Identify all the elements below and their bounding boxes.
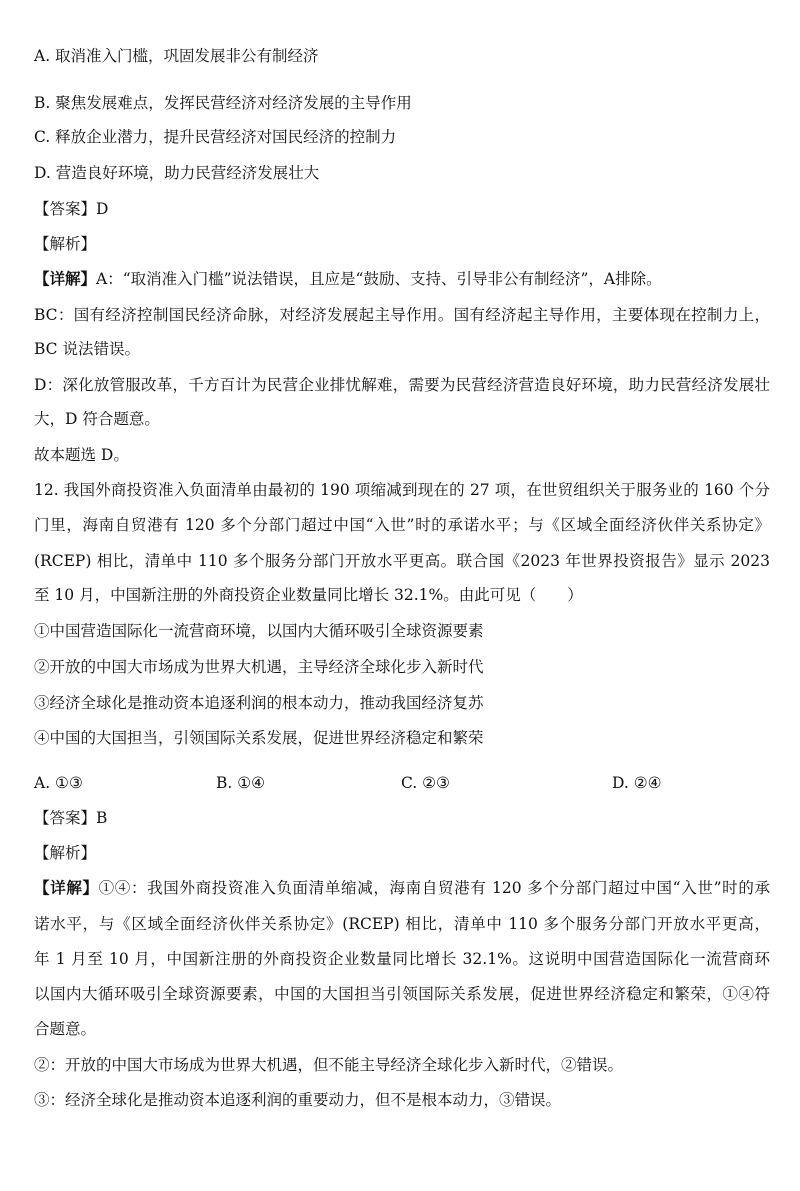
q12-statement-3: ③经济全球化是推动资本追逐利润的根本动力，推动我国经济复苏 xyxy=(34,694,484,712)
q11-option-a: A. 取消准入门槛，巩固发展非公有制经济 xyxy=(34,47,319,65)
q12-statement-4: ④中国的大国担当，引领国际关系发展，促进世界经济稳定和繁荣 xyxy=(34,729,484,747)
detail-label: 【详解】 xyxy=(34,269,97,288)
answer-label: 【答案】 xyxy=(34,200,97,218)
answer-value: B xyxy=(96,809,108,827)
q12-answer xyxy=(34,807,770,829)
q11-detail-bc-line2: BC 说法错误。 xyxy=(34,340,140,358)
q12-detail-14-line5: 合题意。 xyxy=(34,1020,97,1038)
q12-detail-14-line2: 诺水平，与《区域全面经济伙伴关系协定》(RCEP) 相比，清单中 110 多个服务分部门开放水平更高， xyxy=(34,915,770,933)
q11-conclusion: 故本题选 D。 xyxy=(34,446,129,464)
q12-analysis-label: 【解析】 xyxy=(34,844,97,862)
q12-detail-3: ③：经济全球化是推动资本追逐利润的重要动力，但不是根本动力，③错误。 xyxy=(34,1091,562,1109)
q12-detail-14-line4: 以国内大循环吸引全球资源要素，中国的大国担当引领国际关系发展，促进世界经济稳定和繁荣，①④符 xyxy=(34,985,770,1003)
q12-stem-line2: 门里，海南自贸港有 120 多个分部门超过中国“入世”时的承诺水平；与《区域全面经济伙伴关系协定》 xyxy=(34,516,770,534)
q12-detail-2: ②：开放的中国大市场成为世界大机遇，但不能主导经济全球化步入新时代，②错误。 xyxy=(34,1056,624,1074)
detail-text: A：“取消准入门槛”说法错误，且应是“鼓励、支持、引导非公有制经济”，A排除。 xyxy=(96,270,662,288)
q12-choice-b: B. ①④ xyxy=(216,774,266,792)
q11-analysis-label: 【解析】 xyxy=(34,235,97,253)
q12-stem-line1: 12. 我国外商投资准入负面清单由最初的 190 项缩减到现在的 27 项，在世贸组织关于服务业的 160 个分 xyxy=(34,481,770,499)
q12-stem-line3: (RCEP) 相比，清单中 110 多个服务分部门开放水平更高。联合国《2023 年世界投资报告》显示 2023 xyxy=(34,552,770,570)
q11-detail-d-line2: 大，D 符合题意。 xyxy=(34,410,160,428)
q11-detail-d-line1: D：深化放管服改革，千方百计为民营企业排忧解难，需要为民营经济营造良好环境，助力民营经济发展壮 xyxy=(34,376,770,394)
q12-detail-14-line1 xyxy=(34,877,770,899)
q12-choice-d: D. ②④ xyxy=(612,774,662,792)
q12-stem-line4: 至 10 月，中国新注册的外商投资企业数量同比增长 32.1%。由此可见（ ） xyxy=(34,586,583,604)
q11-option-b: B. 聚焦发展难点，发挥民营经济对经济发展的主导作用 xyxy=(34,94,412,112)
detail-text: ①④：我国外商投资准入负面清单缩减，海南自贸港有 120 多个分部门超过中国“入世”时的承 xyxy=(98,879,770,897)
detail-label: 【详解】 xyxy=(34,878,99,897)
answer-label: 【答案】 xyxy=(34,809,97,827)
q12-statement-2: ②开放的中国大市场成为世界大机遇，主导经济全球化步入新时代 xyxy=(34,658,484,676)
q12-detail-14-line3: 年 1 月至 10 月，中国新注册的外商投资企业数量同比增长 32.1%。这说明中国营造国际化一流营商环 xyxy=(34,950,770,968)
q12-choice-a: A. ①③ xyxy=(34,774,83,792)
q11-option-d: D. 营造良好环境，助力民营经济发展壮大 xyxy=(34,164,320,182)
answer-value: D xyxy=(96,200,109,218)
q11-answer xyxy=(34,198,770,220)
q11-detail-a xyxy=(34,268,770,290)
q11-option-c: C. 释放企业潜力，提升民营经济对国民经济的控制力 xyxy=(34,128,397,146)
q12-choice-c: C. ②③ xyxy=(401,774,450,792)
q12-statement-1: ①中国营造国际化一流营商环境，以国内大循环吸引全球资源要素 xyxy=(34,622,484,640)
q12-choices xyxy=(34,772,774,794)
q11-detail-bc-line1: BC：国有经济控制国民经济命脉，对经济发展起主导作用。国有经济起主导作用，主要体现在控制力上， xyxy=(34,306,770,324)
